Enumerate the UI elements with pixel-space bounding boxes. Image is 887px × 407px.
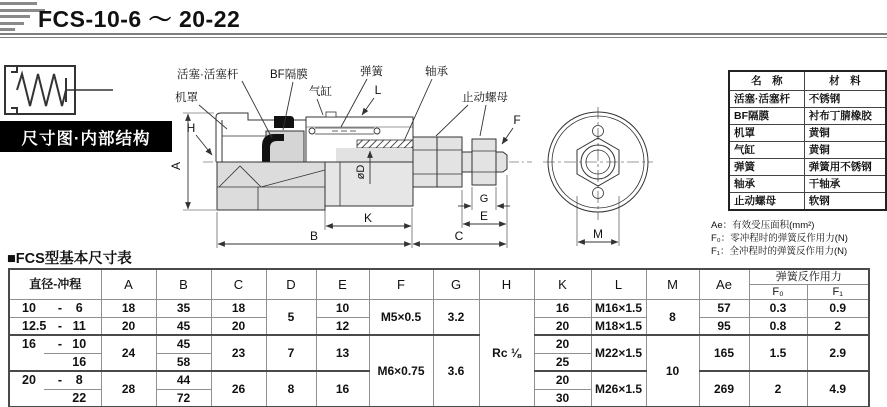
spec-cell: 13 — [316, 335, 369, 371]
spec-cell: 20 — [534, 371, 591, 389]
materials-row — [729, 91, 886, 108]
col-header-K: K — [534, 269, 591, 300]
f1-header: F₁ — [807, 285, 869, 300]
dia-value: 16 — [22, 337, 36, 351]
spec-cell: 269 — [699, 371, 749, 407]
spec-cell: 57 — [699, 300, 749, 318]
dia-cell — [9, 335, 101, 371]
col-header-G: G — [433, 269, 479, 300]
material-value: 衬布丁腈橡胶 — [804, 108, 886, 125]
spec-cell: 25 — [534, 353, 591, 371]
materials-row — [729, 108, 886, 125]
spec-cell: M18×1.5 — [591, 317, 646, 335]
f0-header: F₀ — [749, 285, 807, 300]
spec-cell: Rc ⅛ — [479, 300, 534, 407]
dim-label-F: F — [513, 113, 521, 127]
dia-cell — [9, 300, 101, 318]
material-value: 弹簧用不锈钢 — [804, 159, 886, 176]
material-name: 轴承 — [729, 176, 804, 193]
spec-cell: 30 — [534, 389, 591, 407]
notes — [711, 219, 848, 258]
note-line: F₀：零冲程时的弹簧反作用力(N) — [711, 233, 848, 244]
dia-cell — [9, 317, 101, 335]
col-header-D: D — [266, 269, 316, 300]
col-header-A: A — [101, 269, 156, 300]
dia-sep: - — [57, 337, 63, 351]
spring-force-header: 弹簧反作用力 — [749, 269, 869, 285]
material-name: 弹簧 — [729, 159, 804, 176]
logo-line — [0, 2, 37, 5]
spec-table — [8, 268, 870, 407]
spec-cell: M5×0.5 — [369, 300, 433, 336]
col-header-M: M — [646, 269, 699, 300]
dia-sep: - — [57, 373, 63, 387]
col-header-E: E — [316, 269, 369, 300]
spec-cell: 2.9 — [807, 335, 869, 371]
dia-cell — [9, 371, 101, 407]
material-name: 止动螺母 — [729, 193, 804, 211]
spec-cell: 45 — [156, 317, 211, 335]
material-value: 软钢 — [804, 193, 886, 211]
spec-cell: 18 — [101, 300, 156, 318]
col-header-F: F — [369, 269, 433, 300]
materials-table — [728, 70, 887, 211]
section-badge: 尺寸图·内部结构 — [0, 121, 172, 152]
spec-cell: 8 — [266, 371, 316, 407]
spec-cell: 7 — [266, 335, 316, 371]
stroke-value: 8 — [75, 373, 83, 387]
spec-cell: 45 — [156, 335, 211, 353]
spec-cell: 165 — [699, 335, 749, 371]
spec-cell: M26×1.5 — [591, 371, 646, 407]
dim-label-E: E — [479, 209, 489, 223]
materials-row — [729, 176, 886, 193]
spec-cell: 10 — [316, 300, 369, 318]
spec-cell: 4.9 — [807, 371, 869, 407]
title-rule — [0, 33, 887, 38]
spec-cell: 2 — [749, 371, 807, 407]
end-view — [543, 107, 653, 246]
spec-row — [9, 335, 869, 353]
part-label-bf-diaphragm: BF隔膜 — [270, 69, 308, 81]
dia-value: 12.5 — [22, 318, 47, 333]
dimension-drawing — [0, 60, 700, 260]
spec-cell: 3.2 — [433, 300, 479, 336]
note-line: F₁：全冲程时的弹簧反作用力(N) — [711, 246, 848, 257]
col-header-Ae: Ae — [699, 269, 749, 300]
spec-cell: 16 — [534, 300, 591, 318]
col-header-H: H — [479, 269, 534, 300]
material-name: BF隔膜 — [729, 108, 804, 125]
spec-cell: M16×1.5 — [591, 300, 646, 318]
spec-cell: 20 — [534, 335, 591, 353]
spec-cell: 28 — [101, 371, 156, 407]
spec-cell: 20 — [211, 317, 266, 335]
spec-cell: 12 — [316, 317, 369, 335]
spec-cell: 8 — [646, 300, 699, 336]
logo-line — [0, 22, 24, 25]
dia-value: 20 — [22, 373, 36, 387]
partial-divider — [44, 389, 100, 390]
partial-divider — [44, 353, 100, 354]
spec-cell: 95 — [699, 317, 749, 335]
dia-stroke-header: 直径-冲程 — [9, 269, 101, 300]
part-labels — [175, 64, 508, 104]
dim-label-G: G — [479, 193, 489, 205]
spec-cell: 20 — [534, 317, 591, 335]
dia-sep: - — [57, 301, 63, 315]
dim-label-L: L — [374, 83, 382, 97]
spec-cell: M22×1.5 — [591, 335, 646, 371]
part-label-bearing: 轴承 — [425, 66, 448, 78]
materials-row — [729, 125, 886, 142]
part-label-stop-nut: 止动螺母 — [462, 92, 508, 104]
spec-cell: 0.3 — [749, 300, 807, 318]
part-label-cylinder: 气缸 — [309, 86, 332, 98]
spec-cell: 3.6 — [433, 335, 479, 407]
dia-sep: - — [57, 318, 63, 333]
materials-row — [729, 159, 886, 176]
spec-cell: 24 — [101, 335, 156, 371]
spec-cell: 5 — [266, 300, 316, 336]
dim-label-C: C — [454, 229, 464, 243]
material-name: 机罩 — [729, 125, 804, 142]
spec-cell: 1.5 — [749, 335, 807, 371]
spec-cell: 35 — [156, 300, 211, 318]
dim-label-A: A — [169, 161, 183, 171]
spec-cell: 0.9 — [807, 300, 869, 318]
part-label-cover: 机罩 — [175, 92, 198, 104]
spec-cell: 16 — [316, 371, 369, 407]
material-value: 干轴承 — [804, 176, 886, 193]
material-name: 活塞·活塞杆 — [729, 91, 804, 108]
spec-cell: 44 — [156, 371, 211, 389]
dia-value: 10 — [22, 301, 36, 315]
spec-cell: 72 — [156, 389, 211, 407]
spec-cell: 18 — [211, 300, 266, 318]
materials-header-material: 材 料 — [804, 71, 886, 91]
spec-table-title: ■FCS型基本尺寸表 — [7, 251, 132, 267]
dim-label-M: M — [593, 227, 603, 241]
material-value: 黄铜 — [804, 142, 886, 159]
material-value: 黄铜 — [804, 125, 886, 142]
note-line: Ae：有效受压面积(mm²) — [711, 220, 815, 231]
spec-cell: 58 — [156, 353, 211, 371]
dim-label-K: K — [363, 211, 373, 225]
materials-row — [729, 142, 886, 159]
col-header-C: C — [211, 269, 266, 300]
spec-cell: M6×0.75 — [369, 335, 433, 407]
dim-label-D: øD — [355, 164, 367, 180]
spec-cell: 23 — [211, 335, 266, 371]
col-header-B: B — [156, 269, 211, 300]
materials-row — [729, 193, 886, 211]
part-label-piston: 活塞·活塞杆 — [177, 69, 239, 81]
col-header-L: L — [591, 269, 646, 300]
stroke-value: 11 — [72, 318, 86, 333]
spec-cell: 10 — [646, 335, 699, 407]
logo-line — [0, 15, 30, 18]
stroke-value: 22 — [72, 390, 87, 405]
logo-line — [0, 28, 15, 31]
dim-label-B: B — [309, 229, 319, 243]
materials-header-name: 名 称 — [729, 71, 804, 91]
stroke-value: 6 — [75, 301, 83, 315]
stroke-value: 16 — [72, 354, 87, 369]
spec-cell: 26 — [211, 371, 266, 407]
spec-cell: 2 — [807, 317, 869, 335]
material-name: 气缸 — [729, 142, 804, 159]
spec-cell: 0.8 — [749, 317, 807, 335]
spec-row — [9, 300, 869, 318]
spec-cell: 20 — [101, 317, 156, 335]
dim-label-H: H — [186, 121, 196, 135]
page-title: FCS-10-6 ～ 20-22 — [38, 6, 241, 32]
material-value: 不锈钢 — [804, 91, 886, 108]
stroke-value: 10 — [72, 337, 87, 351]
part-label-spring: 弹簧 — [360, 66, 383, 78]
